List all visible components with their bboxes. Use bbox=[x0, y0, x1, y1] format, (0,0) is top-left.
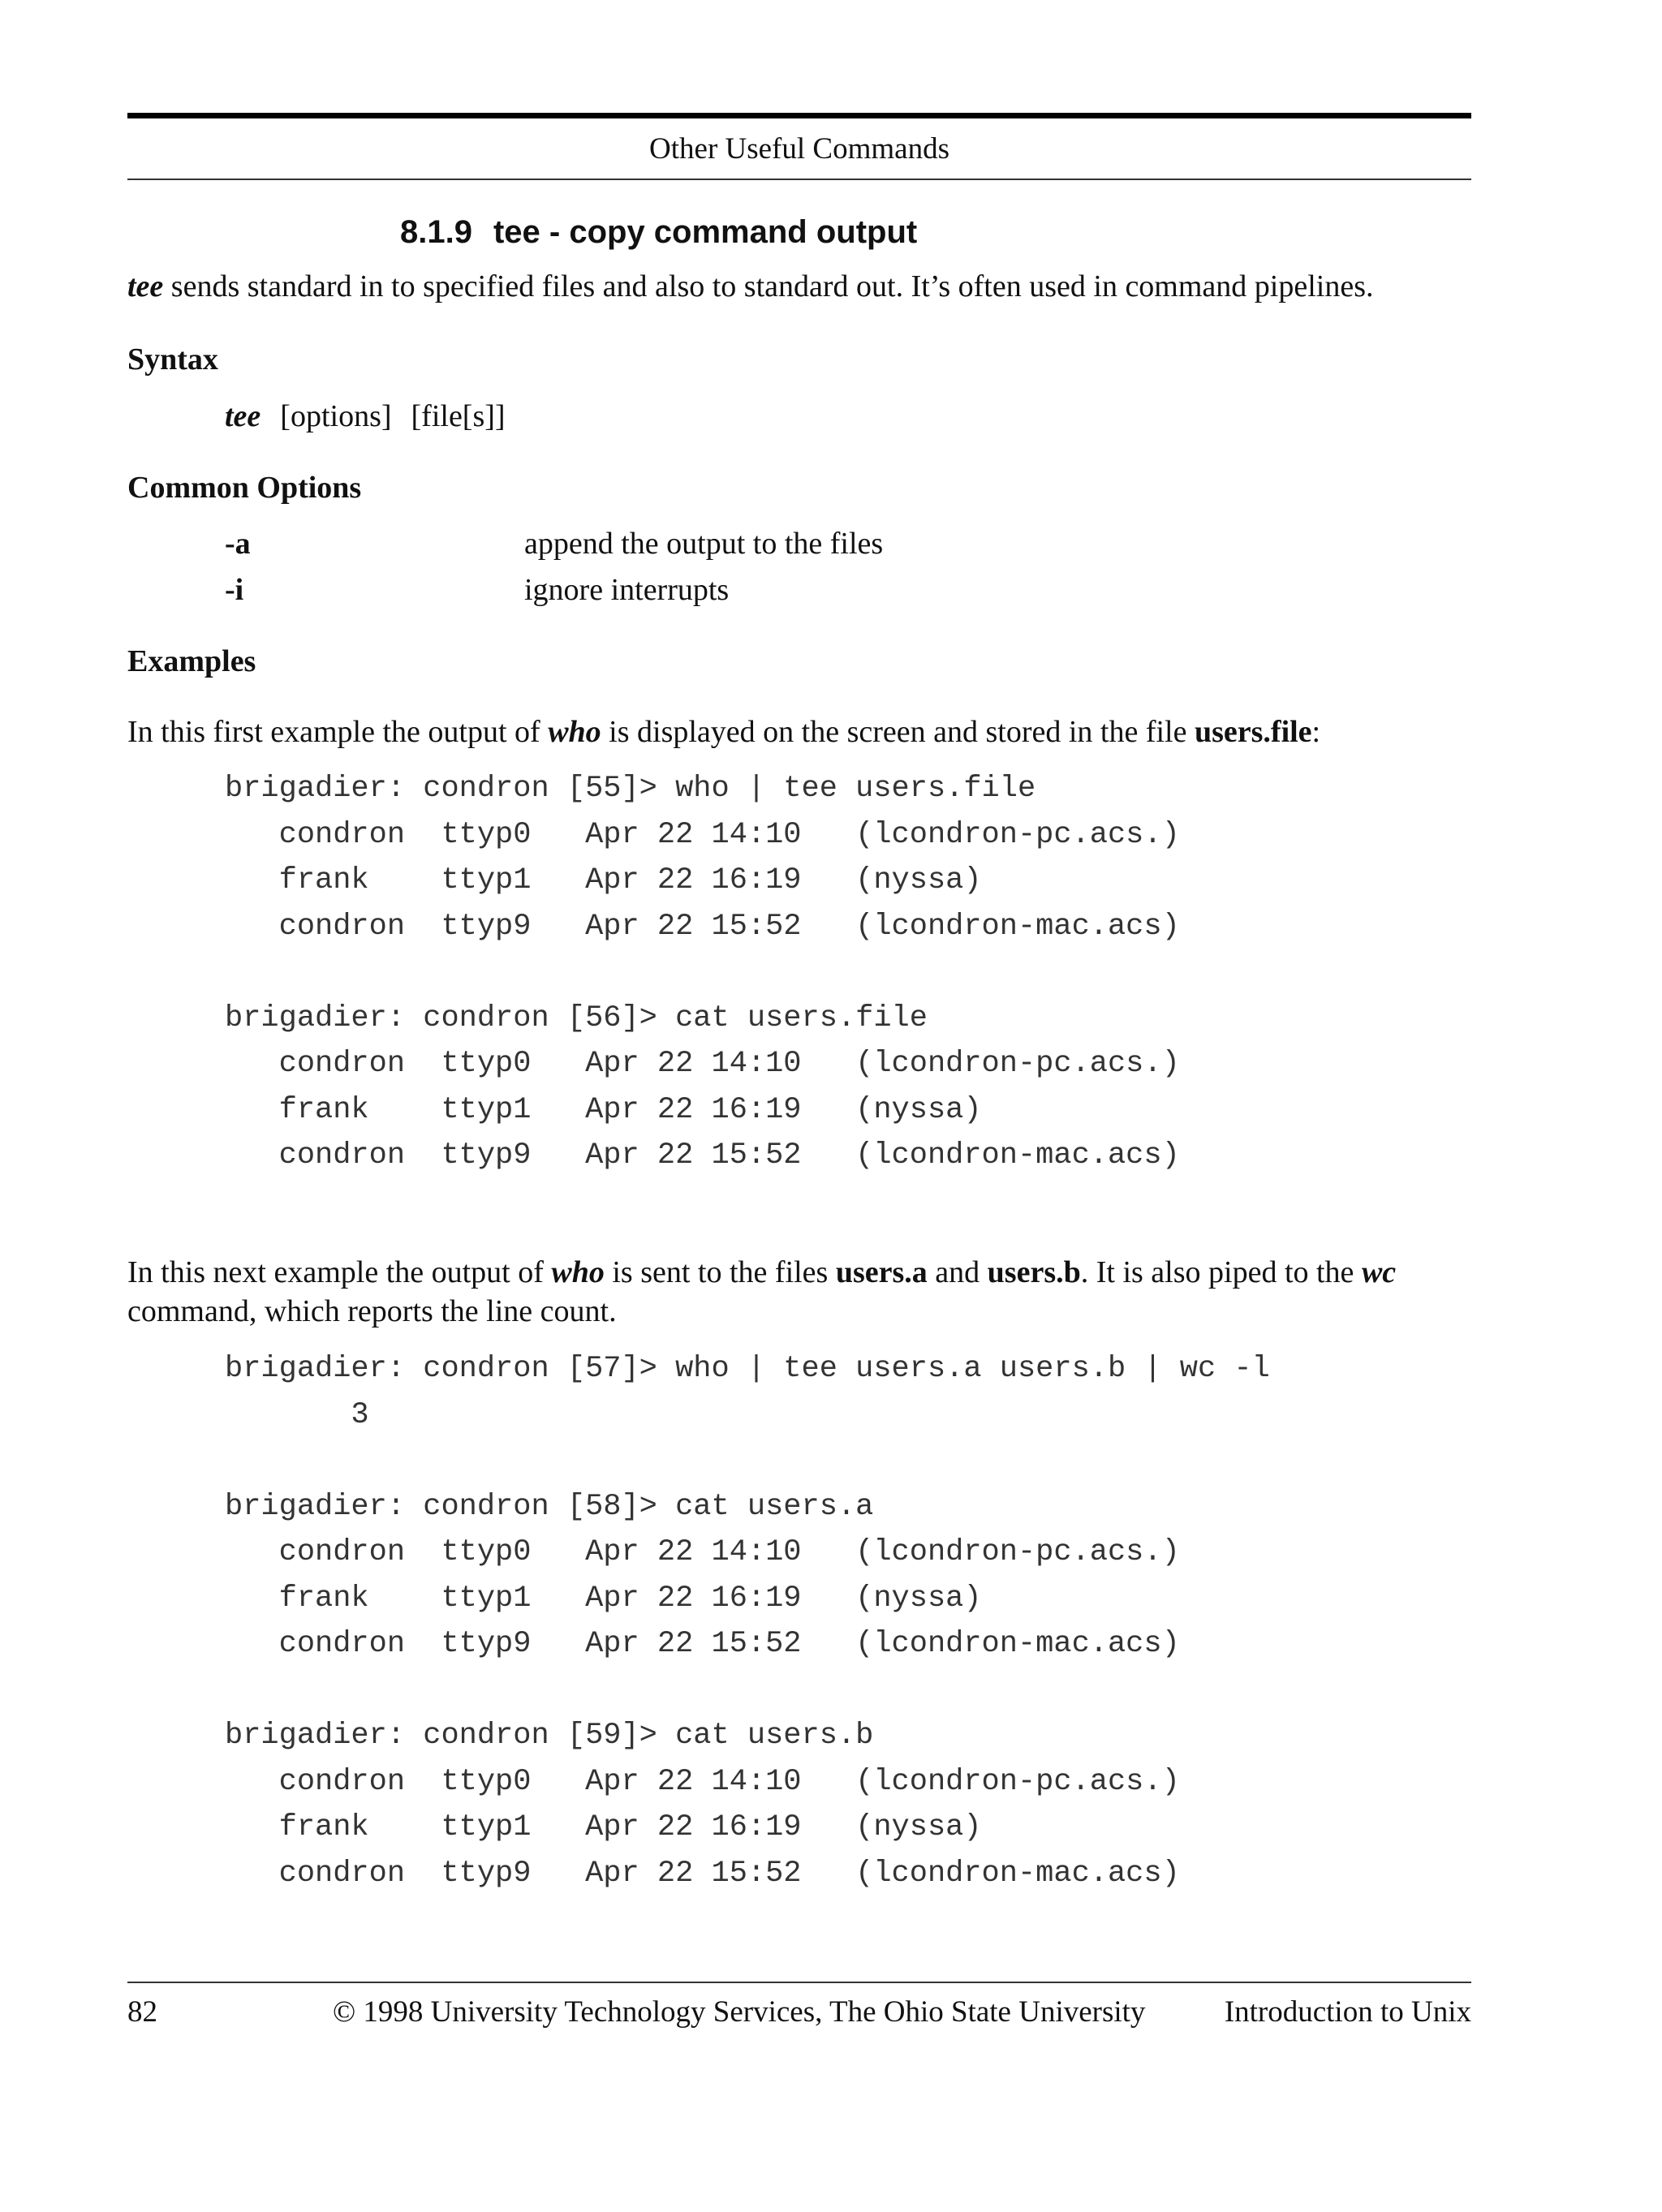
file-name: users.file bbox=[1194, 715, 1312, 749]
command-name: wc bbox=[1361, 1255, 1397, 1289]
syntax-files: [file[s]] bbox=[411, 399, 506, 433]
section-number: 8.1.9 bbox=[400, 214, 472, 250]
option-flag: -i bbox=[225, 573, 244, 607]
text-run: In this next example the output of bbox=[127, 1255, 552, 1289]
footer-rule bbox=[127, 1982, 1471, 1983]
command-name: who bbox=[551, 1255, 605, 1289]
book-title: Introduction to Unix bbox=[1224, 1995, 1471, 2029]
syntax-heading: Syntax bbox=[127, 342, 218, 377]
text-run: : bbox=[1311, 715, 1321, 749]
page-number: 82 bbox=[127, 1995, 157, 2029]
syntax-command: tee bbox=[225, 399, 261, 433]
syntax-line bbox=[225, 398, 525, 435]
intro-command: tee bbox=[127, 269, 164, 303]
intro-text: sends standard in to specified files and also to standard out. It’s often used in command pipelines. bbox=[163, 269, 1374, 303]
intro-paragraph bbox=[127, 268, 1475, 305]
example-1-description bbox=[127, 712, 1479, 751]
text-run: is displayed on the screen and stored in the file bbox=[601, 715, 1195, 749]
header-bottom-rule bbox=[127, 179, 1471, 180]
text-run: command, which reports the line count. bbox=[127, 1294, 617, 1328]
section-title-text: tee - copy command output bbox=[493, 214, 918, 250]
section-title bbox=[400, 213, 917, 252]
running-head: Other Useful Commands bbox=[649, 132, 949, 166]
option-description: append the output to the files bbox=[524, 527, 884, 561]
text-run: In this first example the output of bbox=[127, 715, 549, 749]
code-block-1: brigadier: condron [55]> who | tee users.file condron ttyp0 Apr 22 14:10 (lcondron-pc.acs.) frank ttyp1 Apr 22 16:19 (nyssa) condron ttyp9 Apr 22 15:52 (lcondron-mac.acs) brigadier: condron [56]> cat users.file condron ttyp0 Apr 22 14:10 (lcondron-pc.acs.) frank ttyp1 Apr 22 16:19 (nyssa) condron ttyp9 Apr 22 15:52 (lcondron-mac.acs) bbox=[225, 772, 1180, 1173]
text-run: is sent to the files bbox=[604, 1255, 836, 1289]
header-top-rule bbox=[127, 113, 1471, 118]
option-flag: -a bbox=[225, 527, 251, 561]
file-name: users.a bbox=[835, 1255, 928, 1289]
example-2-description bbox=[127, 1253, 1479, 1331]
syntax-options: [options] bbox=[280, 399, 392, 433]
file-name: users.b bbox=[987, 1255, 1081, 1289]
copyright-notice: © 1998 University Technology Services, The Ohio State University bbox=[333, 1995, 1146, 2029]
option-description: ignore interrupts bbox=[524, 573, 730, 607]
common-options-heading: Common Options bbox=[127, 471, 362, 505]
code-block-2: brigadier: condron [57]> who | tee users.a users.b | wc -l 3 brigadier: condron [58]> cat users.a condron ttyp0 Apr 22 14:10 (lcondron-pc.acs.) frank ttyp1 Apr 22 16:19 (nyssa) condron ttyp9 Apr 22 15:52 (lcondron-mac.acs) brigadier: condron [59]> cat users.b condron ttyp0 Apr 22 14:10 (lcondron-pc.acs.) frank ttyp1 Apr 22 16:19 (nyssa) condron ttyp9 Apr 22 15:52 (lcondron-mac.acs) bbox=[225, 1352, 1270, 1891]
text-run: and bbox=[927, 1255, 988, 1289]
text-run: . It is also piped to the bbox=[1080, 1255, 1362, 1289]
examples-heading: Examples bbox=[127, 644, 256, 678]
command-name: who bbox=[548, 715, 601, 749]
